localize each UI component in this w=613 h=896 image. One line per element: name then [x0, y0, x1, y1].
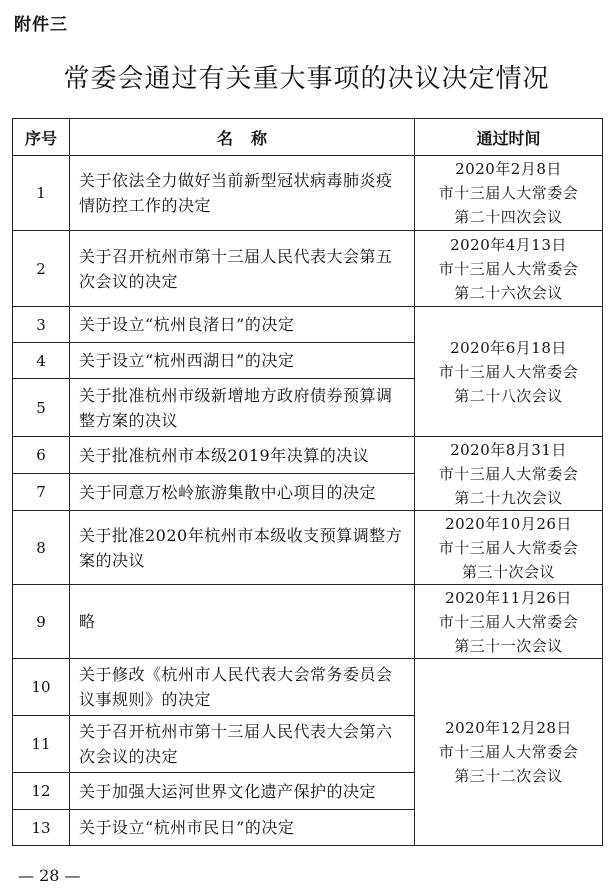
table-row — [13, 511, 603, 585]
table-row — [13, 437, 603, 474]
header-name-part1: 名 — [216, 128, 233, 148]
date-text: 2020年8月31日 — [450, 440, 567, 459]
date-cell — [415, 585, 603, 659]
date-cell — [415, 511, 603, 585]
date-body: 市十三届人大常委会 — [438, 743, 579, 761]
date-session: 第三十次会议 — [461, 562, 555, 581]
row-no: 3 — [13, 307, 70, 343]
row-no: 9 — [13, 585, 70, 659]
row-no: 11 — [13, 716, 70, 773]
date-session: 第三十二次会议 — [454, 767, 563, 785]
date-cell — [415, 231, 603, 307]
resolutions-table — [12, 118, 603, 846]
table-row — [13, 585, 603, 659]
date-body: 市十三届人大常委会 — [438, 612, 579, 631]
row-no: 13 — [13, 810, 70, 846]
header-name — [70, 119, 415, 156]
row-no: 2 — [13, 231, 70, 307]
header-date: 通过时间 — [415, 119, 603, 156]
header-name-part2: 称 — [251, 128, 268, 148]
row-name: 关于设立“杭州西湖日”的决定 — [70, 343, 415, 379]
date-session: 第二十四次会议 — [454, 208, 563, 226]
date-cell — [415, 307, 603, 437]
row-no: 10 — [13, 659, 70, 716]
date-body: 市十三届人大常委会 — [438, 464, 579, 483]
table-row — [13, 156, 603, 231]
page-number: — 28 — — [18, 866, 81, 885]
table-header-row — [13, 119, 603, 156]
row-name: 关于同意万松岭旅游集散中心项目的决定 — [70, 474, 415, 511]
row-name: 关于召开杭州市第十三届人民代表大会第五次会议的决定 — [70, 231, 415, 307]
row-name: 关于批准杭州市级新增地方政府债券预算调整方案的决议 — [70, 379, 415, 437]
date-session: 第二十八次会议 — [454, 386, 563, 405]
row-no: 6 — [13, 437, 70, 474]
date-session: 第三十一次会议 — [454, 636, 563, 655]
row-no: 1 — [13, 156, 70, 231]
table-row — [13, 307, 603, 343]
date-body: 市十三届人大常委会 — [438, 538, 579, 557]
row-name: 关于依法全力做好当前新型冠状病毒肺炎疫情防控工作的决定 — [70, 156, 415, 231]
table-row — [13, 231, 603, 307]
row-no: 5 — [13, 379, 70, 437]
date-body: 市十三届人大常委会 — [438, 362, 579, 381]
page-title: 常委会通过有关重大事项的决议决定情况 — [63, 64, 550, 94]
date-cell — [415, 156, 603, 231]
date-text: 2020年4月13日 — [450, 235, 567, 254]
attachment-label: 附件三 — [14, 15, 68, 35]
date-text: 2020年11月26日 — [445, 588, 572, 607]
header-no: 序号 — [13, 119, 70, 156]
row-no: 12 — [13, 773, 70, 810]
date-cell — [415, 437, 603, 511]
row-name: 关于设立“杭州良渚日”的决定 — [70, 307, 415, 343]
row-no: 7 — [13, 474, 70, 511]
date-session: 第二十六次会议 — [454, 283, 563, 302]
row-name: 关于加强大运河世界文化遗产保护的决定 — [70, 773, 415, 810]
row-no: 4 — [13, 343, 70, 379]
date-cell — [415, 659, 603, 846]
row-name: 关于召开杭州市第十三届人民代表大会第六次会议的决定 — [70, 716, 415, 773]
row-name: 关于批准2020年杭州市本级收支预算调整方案的决议 — [70, 511, 415, 585]
row-name: 略 — [70, 585, 415, 659]
date-text: 2020年2月8日 — [455, 160, 562, 178]
row-name: 关于设立“杭州市民日”的决定 — [70, 810, 415, 846]
date-text: 2020年10月26日 — [445, 514, 572, 533]
date-body: 市十三届人大常委会 — [438, 259, 579, 278]
date-body: 市十三届人大常委会 — [438, 184, 579, 202]
row-name: 关于批准杭州市本级2019年决算的决议 — [70, 437, 415, 474]
row-name: 关于修改《杭州市人民代表大会常务委员会议事规则》的决定 — [70, 659, 415, 716]
date-text: 2020年6月18日 — [450, 338, 567, 357]
date-text: 2020年12月28日 — [445, 719, 572, 737]
table-row — [13, 659, 603, 716]
date-session: 第二十九次会议 — [454, 488, 563, 507]
row-no: 8 — [13, 511, 70, 585]
